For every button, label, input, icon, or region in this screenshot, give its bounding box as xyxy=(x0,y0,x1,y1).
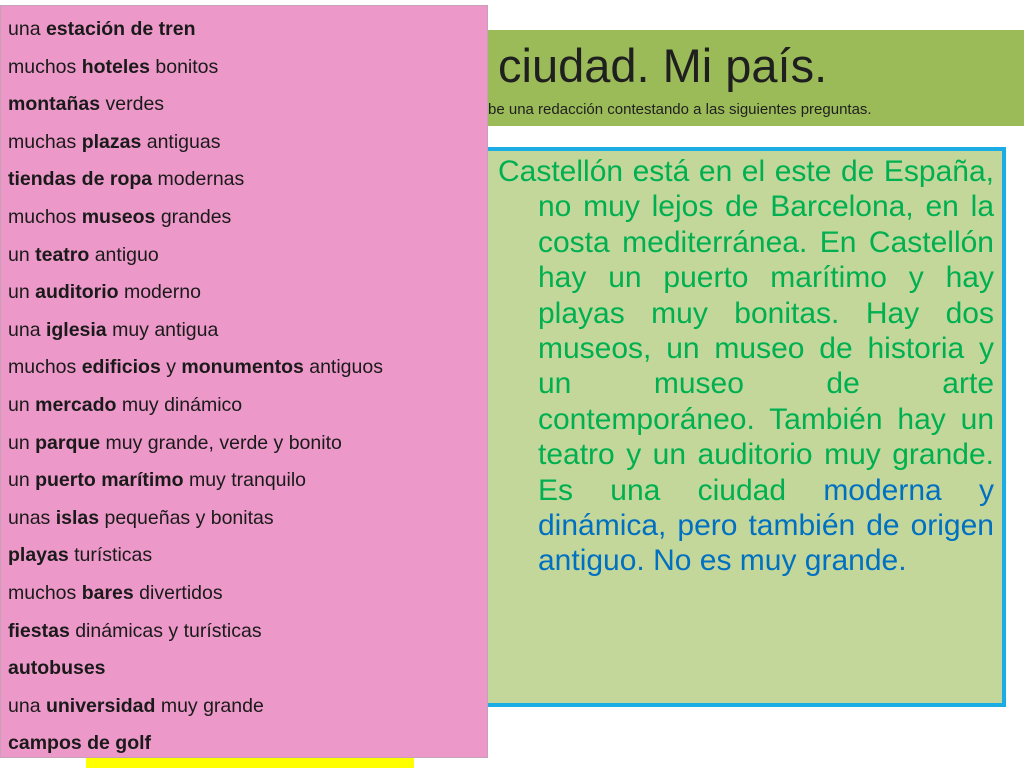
vocab-item xyxy=(8,507,274,530)
vocab-item xyxy=(8,56,218,79)
vocab-item xyxy=(8,244,159,267)
vocab-item xyxy=(8,281,201,304)
vocab-keyword: autobuses xyxy=(8,657,106,680)
vocab-item xyxy=(8,131,220,154)
vocab-text: una xyxy=(8,694,46,717)
vocab-keyword: monumentos xyxy=(181,356,304,379)
vocab-keyword: mercado xyxy=(35,394,117,416)
vocab-keyword: auditorio xyxy=(35,281,119,304)
vocab-item xyxy=(8,695,264,718)
vocab-item xyxy=(8,18,196,41)
yellow-strip xyxy=(86,757,414,768)
vocab-text: muy grande, verde y bonito xyxy=(100,431,342,454)
vocab-item xyxy=(8,582,223,605)
vocab-text: y xyxy=(160,356,182,379)
vocab-text: antiguos xyxy=(303,356,383,379)
vocab-text: turísticas xyxy=(68,544,153,567)
vocab-text: muy grande xyxy=(155,694,264,717)
vocab-keyword: bares xyxy=(81,582,134,604)
vocab-text: modernas xyxy=(152,168,245,191)
vocab-text: muy dinámico xyxy=(116,394,243,416)
vocab-item xyxy=(8,206,231,229)
slide-title: ciudad. Mi país. xyxy=(498,39,828,92)
vocab-item xyxy=(8,432,342,455)
vocab-item xyxy=(8,394,242,417)
vocab-keyword: campos de golf xyxy=(8,732,152,755)
essay-blue-text: moderna y dinámica, pero también de origen antiguo. No es muy grande. xyxy=(538,473,994,578)
vocab-text: pequeñas y bonitas xyxy=(99,506,274,529)
vocab-text: una xyxy=(8,318,46,341)
essay-green-text: Castellón está en el este de España, no muy lejos de Barcelona, en la costa mediterránea. En Castellón hay un puerto marítimo y hay playas muy bonitas. Hay dos museos, un museo de historia y un museo de arte contemporáneo. También hay un teatro y un auditorio muy grande. Es una ciudad xyxy=(498,155,994,507)
vocab-keyword: estación de tren xyxy=(45,18,196,40)
vocab-text: muchos xyxy=(8,356,82,379)
vocab-text: muchas xyxy=(8,130,82,153)
vocab-text: antiguas xyxy=(141,130,221,153)
vocab-text: divertidos xyxy=(133,582,223,604)
vocab-text: un xyxy=(8,243,36,266)
vocab-keyword: iglesia xyxy=(45,318,107,341)
vocab-text: unas xyxy=(8,506,56,529)
vocab-text: muchos xyxy=(8,55,82,78)
vocab-item xyxy=(8,168,244,191)
vocab-keyword: puerto marítimo xyxy=(35,469,184,492)
vocab-keyword: museos xyxy=(81,206,156,228)
vocab-item xyxy=(8,657,106,680)
vocab-keyword: plazas xyxy=(81,130,142,153)
vocab-text: bonitos xyxy=(149,55,219,78)
vocab-item xyxy=(8,732,151,755)
vocab-text: dinámicas y turísticas xyxy=(69,619,262,642)
essay-paragraph xyxy=(498,154,994,579)
vocab-keyword: teatro xyxy=(35,243,90,266)
vocab-item xyxy=(8,620,262,643)
vocab-keyword: universidad xyxy=(45,694,156,717)
vocab-text: un xyxy=(8,394,36,416)
slide-subtitle: be una redacción contestando a las siguientes preguntas. xyxy=(488,101,872,118)
vocab-keyword: edificios xyxy=(81,356,161,379)
vocab-text: verdes xyxy=(100,93,165,116)
vocab-text: grandes xyxy=(155,206,232,228)
vocabulary-panel xyxy=(0,5,488,758)
vocab-keyword: parque xyxy=(35,431,101,454)
vocab-text: un xyxy=(8,469,36,492)
vocab-text: muy tranquilo xyxy=(183,469,307,492)
vocab-keyword: playas xyxy=(8,544,69,567)
vocab-text: un xyxy=(8,281,36,304)
vocab-keyword: fiestas xyxy=(8,619,70,642)
vocab-text: moderno xyxy=(118,281,201,304)
vocab-keyword: tiendas de ropa xyxy=(8,168,153,191)
vocab-item xyxy=(8,319,218,342)
vocab-text: muchos xyxy=(8,582,82,604)
vocab-keyword: islas xyxy=(55,506,100,529)
vocab-item xyxy=(8,469,306,492)
vocab-text: un xyxy=(8,431,36,454)
vocab-text: antiguo xyxy=(89,243,159,266)
vocab-text: una xyxy=(8,18,46,40)
vocab-text: muy antigua xyxy=(106,318,219,341)
vocab-keyword: montañas xyxy=(8,93,101,116)
vocab-item xyxy=(8,93,164,116)
vocab-item xyxy=(8,356,383,379)
vocab-keyword: hoteles xyxy=(81,55,150,78)
vocab-item xyxy=(8,544,152,567)
vocab-text: muchos xyxy=(8,206,82,228)
